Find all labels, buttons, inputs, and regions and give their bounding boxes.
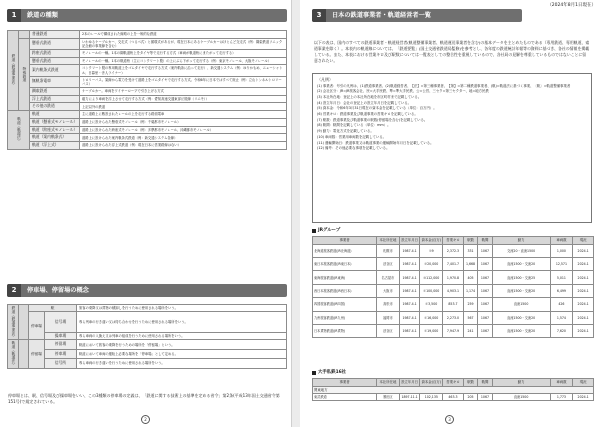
capital: ③112,000 xyxy=(420,271,443,284)
route-km: 7,947.9 xyxy=(443,324,464,337)
stop-subtype: 停留場 xyxy=(45,340,77,349)
stop-type: 駅 xyxy=(29,305,77,312)
power: 直流1500・交流25 xyxy=(492,271,550,284)
type-name: 普通鉄道 xyxy=(30,31,80,39)
gauge: 1067 xyxy=(478,244,492,257)
subgroup-label: 特殊鉄道 xyxy=(19,38,30,110)
car-count: 426 xyxy=(550,298,573,311)
car-count: 7,620 xyxy=(550,324,573,337)
table-row xyxy=(313,244,594,257)
status-date: 2024.1 xyxy=(573,258,594,271)
capital: ①100,000 xyxy=(420,284,443,297)
gauge: 1067 xyxy=(478,284,492,297)
table-row xyxy=(8,305,287,312)
table-header-row xyxy=(313,379,594,387)
power: 直流1500・交流20 xyxy=(492,311,550,324)
column-header: 本社所在地 xyxy=(377,379,400,387)
status-date: 2024.1 xyxy=(573,271,594,284)
table-row xyxy=(313,298,594,311)
gauge: 1067 xyxy=(478,311,492,324)
power: 交流20・直流1500 xyxy=(492,244,550,257)
table-row xyxy=(313,311,594,324)
type-desc: 2本のレールで構成された線路の上を一般的な鉄道 xyxy=(80,31,287,39)
route-km: 2,273.0 xyxy=(443,311,464,324)
legend-item: (3) 本社所在地：登記上の本社所在地を市区町村まで記載している。 xyxy=(317,94,422,99)
power: 直流1500・交流20 xyxy=(492,258,550,271)
table-row xyxy=(313,271,594,284)
table-row xyxy=(8,332,287,340)
gauge: 1067 xyxy=(478,271,492,284)
established: 1987.4.1 xyxy=(399,271,420,284)
stop-subtype: 信号場 xyxy=(45,312,77,332)
power: 直流1500・交流20 xyxy=(492,324,550,337)
stop-desc: 専ら車両の行き違いを行うために使用される場所をいう。 xyxy=(77,359,287,368)
column-header: 設立年月日 xyxy=(401,380,419,385)
table-row xyxy=(8,118,287,126)
type-name: 鋼索鉄道 xyxy=(30,87,80,95)
type-desc: 道路上に設けられた懸垂式モノレール（例：千葉都市モノレール） xyxy=(80,118,287,126)
table-row xyxy=(8,49,287,57)
column-header: 設立年月日 xyxy=(401,238,419,243)
operator-name: 四国旅客鉄道(JR四国) xyxy=(313,298,377,311)
section-1-number: 1 xyxy=(7,9,21,22)
type-desc: 主に道路上に敷設されたレールの上を走行する路面電車 xyxy=(80,111,287,119)
established: 1987.4.1 xyxy=(399,244,420,257)
gauge: 1067 xyxy=(478,393,492,400)
route-km: 463.3 xyxy=(443,393,464,400)
hq-city: 渋谷区 xyxy=(377,258,400,271)
station-count: 567 xyxy=(463,311,477,324)
type-desc: ケーブルカー。車両をワイヤーロープで引き上げる方式 xyxy=(80,87,287,95)
table-row xyxy=(8,65,287,76)
power: 直流1500・交流20 xyxy=(492,284,550,297)
table-row xyxy=(8,95,287,103)
legend-item: (2) 会社区分：JR=JR旅客会社、民=大手民鉄、準=準大手民鉄、公=公営、三セク=第三セクター、地=地方民鉄 xyxy=(317,89,489,94)
operator-name: 九州旅客鉄道(JR九州) xyxy=(313,311,377,324)
car-count: 1,574 xyxy=(550,311,573,324)
legend-item: (11) 運輸開始日：鉄道事業又は軌道事業の運輸開始年月日を記載している。 xyxy=(317,140,434,145)
column-header: 事業者 xyxy=(313,379,377,387)
route-km: 7,401.7 xyxy=(443,258,464,271)
capital: ①16,000 xyxy=(420,311,443,324)
status-date: 2024.1 xyxy=(573,311,594,324)
table-row xyxy=(8,38,287,49)
route-km: 4,903.1 xyxy=(443,284,464,297)
operator-name: 西日本旅客鉄道(JR西日本) xyxy=(313,284,377,297)
hq-city: 渋谷区 xyxy=(377,324,400,337)
section-3-header xyxy=(312,9,522,22)
route-km: 2,372.3 xyxy=(443,244,464,257)
type-name: 跨座式鉄道 xyxy=(30,49,80,57)
major-private-table xyxy=(312,378,594,401)
group-label-tram: 軌道（軌道法） xyxy=(8,111,30,150)
bullet-square-icon xyxy=(312,229,316,233)
station-count: 405 xyxy=(463,271,477,284)
stop-subtype: 停車場 xyxy=(45,349,77,358)
established: 1987.4.1 xyxy=(399,258,420,271)
major-group-heading xyxy=(312,370,346,376)
type-name: 無軌条電車 xyxy=(30,76,80,87)
section-2-number: 2 xyxy=(7,284,21,297)
capital: 102,135 xyxy=(420,393,443,400)
type-name: 浮上式鉄道 xyxy=(30,95,80,103)
hq-city: 高松市 xyxy=(377,298,400,311)
type-name: 懸垂式鉄道 xyxy=(30,38,80,49)
page-number-left: 2 xyxy=(141,415,150,424)
table-row xyxy=(313,324,594,337)
power: 直流1500 xyxy=(492,298,550,311)
page-number-right: 3 xyxy=(445,415,454,424)
table-row xyxy=(313,258,594,271)
operator-name: 東日本旅客鉄道(JR東日本) xyxy=(313,258,377,271)
type-name: 軌道（浮上式） xyxy=(30,142,80,150)
table-row xyxy=(8,349,287,358)
type-name: 軌道（案内軌条式） xyxy=(30,134,80,142)
table-row xyxy=(8,359,287,368)
stop-desc: 軌道において旅客の乗降を行うための場所を「停留場」という。 xyxy=(77,340,287,349)
column-header: 軌間 xyxy=(478,379,492,387)
group-label-railway: 鉄道（鉄道事業法） xyxy=(8,305,19,340)
table-row xyxy=(313,393,594,400)
page-gutter xyxy=(292,0,300,427)
table-row xyxy=(8,57,287,65)
station-count: 1,668 xyxy=(463,258,477,271)
car-count: 1,773 xyxy=(550,393,573,400)
column-header: 駅数 xyxy=(463,237,477,245)
as-of-date: （2024年8月1日現在） xyxy=(547,3,596,8)
legend-item: (6) 営業キロ：鉄道事業及び軌道事業の営業キロを記載している。 xyxy=(317,112,418,117)
table-row xyxy=(8,142,287,150)
legend-item: (9) 動力：電化方式を記載している。 xyxy=(317,129,374,134)
table-subheading-row xyxy=(313,386,594,393)
table-row xyxy=(313,284,594,297)
region-label: 関東地方 xyxy=(313,386,594,393)
section-1-header xyxy=(7,9,287,22)
capital: ②20,000 xyxy=(420,258,443,271)
stop-type: 停留場 xyxy=(29,340,45,368)
legend-item: (12) 備考：その他必要な事項を記載している。 xyxy=(317,146,390,151)
hq-city: 札幌市 xyxy=(377,244,400,257)
major-group-title: 大手私鉄16社 xyxy=(318,370,347,375)
right-page xyxy=(300,0,600,427)
type-name: 軌道（懸垂式モノレール） xyxy=(30,118,80,126)
legend-title: 〈凡例〉 xyxy=(317,77,333,82)
legend-item: (7) 駅数：鉄道事業及び軌道事業の駅数(停留場を含む)を記載している。 xyxy=(317,117,428,122)
legend-item: (4) 設立年月日：会社の登記上の設立年月日を記載している。 xyxy=(317,100,412,105)
legend-item: (5) 資本金：令和6年3月31日現在の資本金を記載している（単位：百万円）。 xyxy=(317,106,437,111)
stop-type: 停車場 xyxy=(29,312,45,340)
hq-city: 福岡市 xyxy=(377,311,400,324)
established: 1987.4.1 xyxy=(399,324,420,337)
table-row xyxy=(8,87,287,95)
section-3-title: 日本の鉄道事業者・軌道経営者一覧 xyxy=(332,11,431,19)
section-1-title: 鉄道の種類 xyxy=(27,11,58,19)
column-header: 動力 xyxy=(492,237,550,245)
established: 1897.11.1 xyxy=(399,393,420,400)
gauge: 1067 xyxy=(478,258,492,271)
type-desc: 磁力により車両を浮上させて走行する方式（例：愛知高速交通東部丘陵線（リニモ）） xyxy=(80,95,287,103)
stop-desc: 専ら列車の行き違い又は待ち合わせを行うために使用される場所をいう。 xyxy=(77,312,287,332)
car-count: 12,571 xyxy=(550,258,573,271)
table-row xyxy=(8,103,287,111)
table-row xyxy=(8,340,287,349)
stop-desc: 軌道において車両の運転上必要な場所を「停車場」として定める。 xyxy=(77,349,287,358)
group-label-railway: 鉄道（鉄道事業法） xyxy=(8,31,19,111)
station-count: 205 xyxy=(463,393,477,400)
stop-subtype: 信号所 xyxy=(45,359,77,368)
type-desc: モノレールの一種。1本の軌道桁（主にコンクリート製）の上にぶら下がって走行する（例：東京モノレール、大阪モノレール） xyxy=(80,57,287,65)
established: 1987.4.1 xyxy=(399,284,420,297)
station-concept-table xyxy=(7,304,287,369)
type-desc: コンクリート製の専用軌道上をゴムタイヤで走行する方式（案内軌条に沿って走行）、新交通システム（例：ゆりかもめ、ニューシャトル、日暮里・舎人ライナー） xyxy=(80,65,287,76)
legend-item: (8) 軌間：軌間を記載している（単位：mm）。 xyxy=(317,123,391,128)
column-header: 現況 xyxy=(573,237,594,245)
type-name: 軌道（跨座式モノレール） xyxy=(30,126,80,134)
type-desc: 道路上に設けられた浮上式鉄道（例：現在日本に営業路線はない） xyxy=(80,142,287,150)
column-header: 現況 xyxy=(573,379,594,387)
capital: ①9 xyxy=(420,244,443,257)
stop-desc: 専ら車両の入換え又は列車の組成を行うために使用される場所をいう。 xyxy=(77,332,287,340)
column-header: 車両数 xyxy=(550,237,573,245)
type-desc: モノレールの一種。1本の鋼軌道桁上をタイヤ等で走行する方式（車両が軌道桁にまたがって走行する） xyxy=(80,49,287,57)
column-header: 事業者 xyxy=(313,237,377,245)
status-date: 2024.1 xyxy=(573,244,594,257)
established: 1987.4.1 xyxy=(399,298,420,311)
section-2-header xyxy=(7,284,287,297)
gauge: 1067 xyxy=(478,324,492,337)
status-date: 2024.1 xyxy=(573,284,594,297)
station-count: 331 xyxy=(463,244,477,257)
gauge: 1067 xyxy=(478,298,492,311)
power: 直流1500 xyxy=(492,393,550,400)
car-count: 5,011 xyxy=(550,271,573,284)
stop-subtype: 操車場 xyxy=(45,332,77,340)
route-km: 1,970.8 xyxy=(443,271,464,284)
railway-types-table xyxy=(7,30,287,150)
type-name: その他の鉄道 xyxy=(30,103,80,111)
hq-city: 名古屋市 xyxy=(377,271,400,284)
table-row xyxy=(8,76,287,87)
jr-group-table xyxy=(312,236,594,338)
capital: ①3,500 xyxy=(420,298,443,311)
column-header: 駅数 xyxy=(463,379,477,387)
stop-desc: 旅客の乗降又は貨物の積卸しを行うために使用される場所をいう。 xyxy=(77,305,287,312)
intro-paragraph: 以下の表は、国内のすべての鉄道事業者・軌道経営者(軌道整備事業者、軌道運送事業者を含む)の基本データを主とめたものである（専用鉄道、専用軌道、索道事業を除く）。本表内の軌道線については、「鉄道要覧」(国土交通省鉄道局監修)を参考とし、各年度の鉄道統計年報等の資料に基づき、各社の情報を掲載している。また、本表における営業キロ及び駅数については一覧表としての整合性を重視しているので、各社局の見解を尊重しているものではないことに留意されたい。 xyxy=(314,40,590,64)
bullet-square-icon xyxy=(312,371,316,375)
table-row xyxy=(8,134,287,142)
operator-name: 東武鉄道 xyxy=(313,393,377,400)
legend-box xyxy=(312,73,592,223)
jr-group-heading xyxy=(312,228,340,234)
operator-name: 東海旅客鉄道(JR東海) xyxy=(313,271,377,284)
column-header: 車両数 xyxy=(550,379,573,387)
table-row xyxy=(8,312,287,332)
legend-item: (10) 車両数：営業用車両数を記載している。 xyxy=(317,134,387,139)
route-km: 853.7 xyxy=(443,298,464,311)
type-desc: 道路上に設けられた案内軌条式鉄道（例：新交通システム各線） xyxy=(80,134,287,142)
left-page xyxy=(0,0,292,427)
column-header: 営業キロ xyxy=(443,379,464,387)
operator-name: 日本貨物鉄道(JR貨物) xyxy=(313,324,377,337)
table-row xyxy=(8,111,287,119)
hq-city: 墨田区 xyxy=(377,393,400,400)
status-date: 2024.1 xyxy=(573,298,594,311)
column-header: 本社所在地 xyxy=(377,237,400,245)
table-header-row xyxy=(313,237,594,245)
hq-city: 大阪市 xyxy=(377,284,400,297)
jr-group-title: JRグループ xyxy=(318,228,341,233)
type-name: 軌道 xyxy=(30,111,80,119)
station-count: 1,174 xyxy=(463,284,477,297)
station-note: 停車場とは、駅、信号場及び操車場をいい、この3種類の停車場の定義は、「鉄道に関する技術上の基準を定める省令」第2条(平成13年国土交通省令第151号)で規定されている。 xyxy=(8,393,280,405)
section-3-number: 3 xyxy=(312,9,326,22)
type-desc: 道路上に設けられた跨座式モノレール（例：多摩都市モノレール、沖縄都市モノレール） xyxy=(80,126,287,134)
section-2-title: 停車場、停留場の概念 xyxy=(27,286,89,294)
table-row xyxy=(8,31,287,39)
column-header: 動力 xyxy=(492,379,550,387)
column-header: 営業キロ xyxy=(443,237,464,245)
car-count: 6,499 xyxy=(550,284,573,297)
car-count: 1,000 xyxy=(550,244,573,257)
column-header: 資本金(百万) xyxy=(421,380,442,385)
column-header: 資本金(百万) xyxy=(421,238,442,243)
type-desc: トロリーバス。架線から電力を受けて道路上をゴムタイヤで走行する方式。令和6年に日本ではすべて廃止（例：立山トンネルトロリーバス） xyxy=(80,76,287,87)
type-name: 懸垂式鉄道 xyxy=(30,57,80,65)
table-row xyxy=(8,126,287,134)
group-label-tram: 軌道（軌道法） xyxy=(8,340,19,368)
status-date: 2024.1 xyxy=(573,393,594,400)
capital: ①19,000 xyxy=(420,324,443,337)
type-desc: 上記以外の鉄道 xyxy=(80,103,287,111)
column-header: 軌間 xyxy=(478,237,492,245)
legend-item: (1) 事業者：号引の凡例は、(1)鉄道事業者、(2)軌道経営者、【法】=第三種事業者、【第】=第二種鉄道事業者、(軌)=軌道法に基づく事業、〔軌〕=軌道整備事業者 xyxy=(317,83,571,88)
type-desc: いわゆるケーブルカー、交走式（つるべ式）と循環式があるが、現在日本にあるケーブルカーはほとんど交走式（例：鋼索鉄道ソニック記念館の事業線を含む） xyxy=(80,38,287,49)
operator-name: 北海道旅客鉄道(JR北海道) xyxy=(313,244,377,257)
station-count: 259 xyxy=(463,298,477,311)
established: 1987.4.1 xyxy=(399,311,420,324)
station-count: 241 xyxy=(463,324,477,337)
status-date: 2024.1 xyxy=(573,324,594,337)
type-name: 案内軌条式鉄道 xyxy=(30,65,80,76)
